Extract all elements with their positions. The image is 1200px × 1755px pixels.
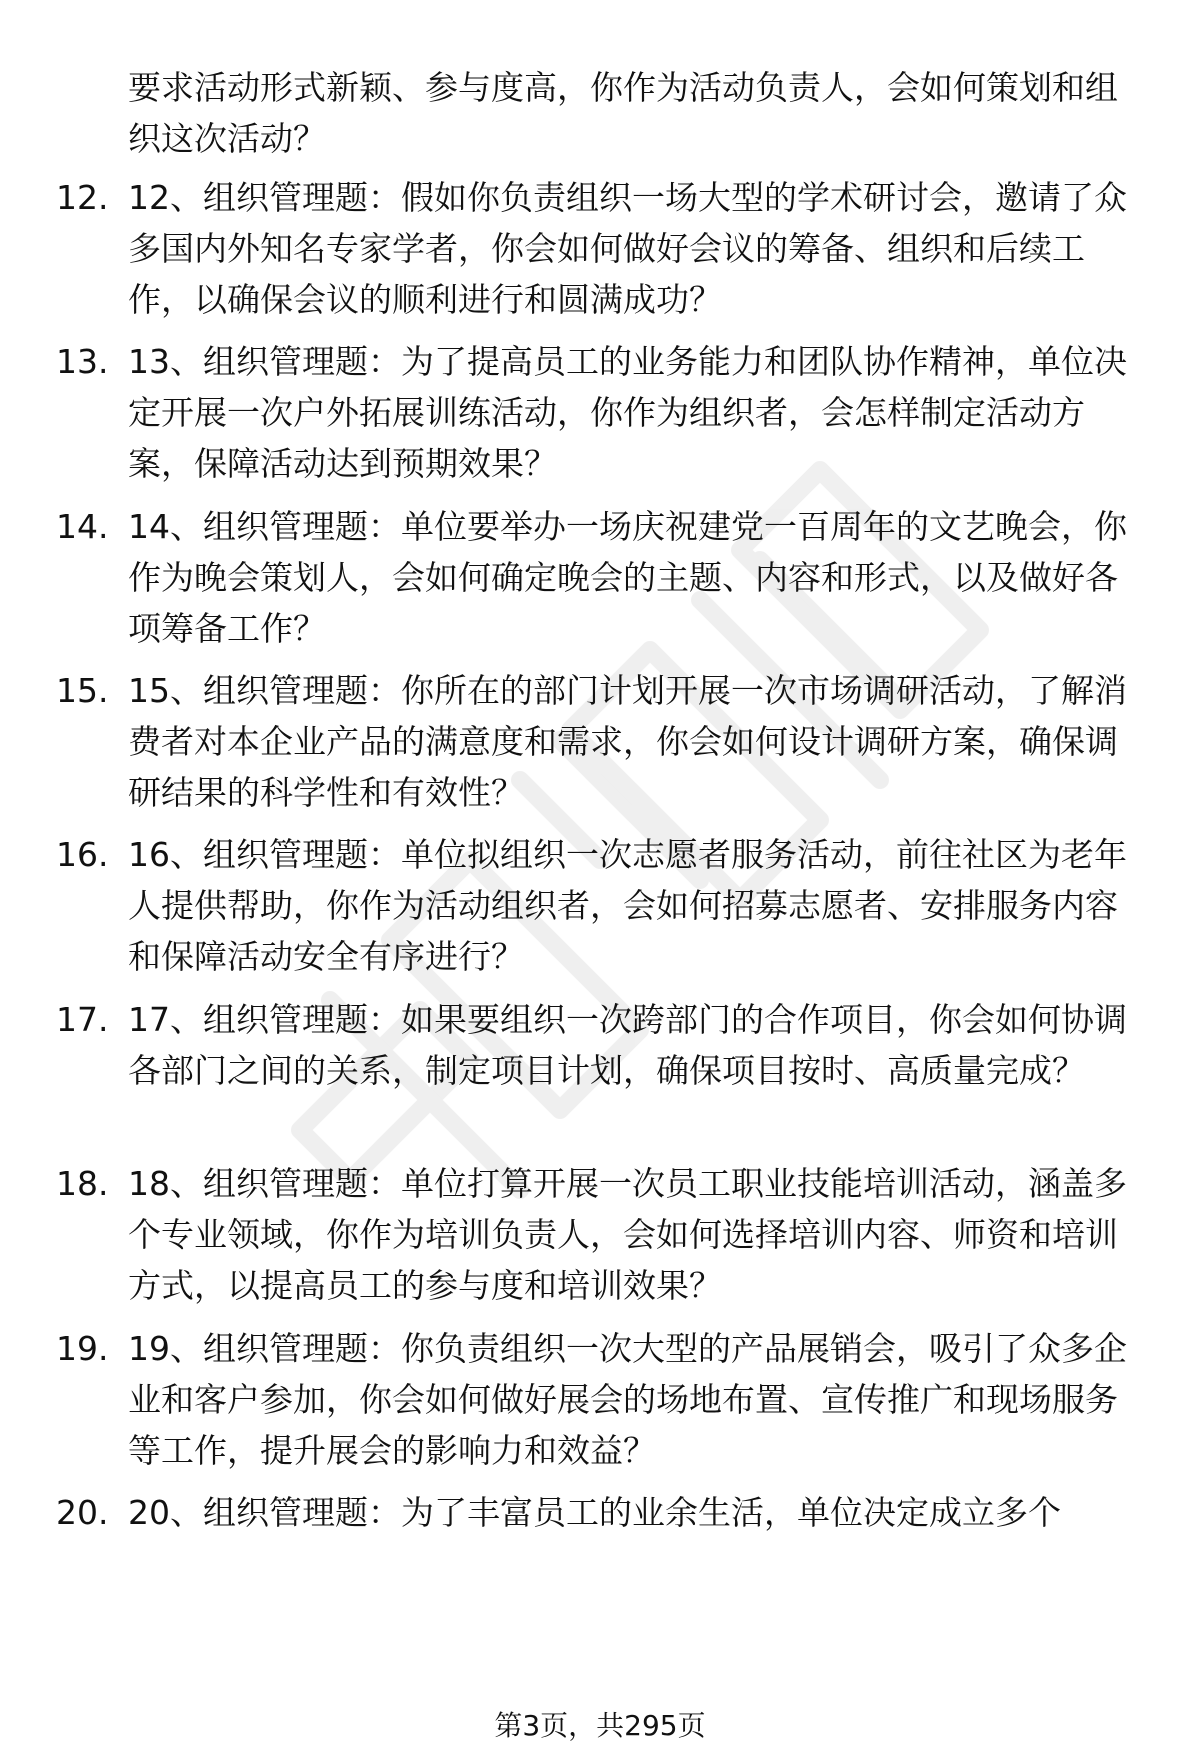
item-number: 16.	[56, 835, 109, 874]
item-number: 15.	[56, 671, 109, 710]
item-text: 19、组织管理题：你负责组织一次大型的产品展销会，吸引了众多企业和客户参加，你会如何做好展会的场地布置、宣传推广和现场服务等工作，提升展会的影响力和效益？	[128, 1329, 1127, 1470]
item-text: 15、组织管理题：你所在的部门计划开展一次市场调研活动，了解消费者对本企业产品的满意度和需求，你会如何设计调研方案，确保调研结果的科学性和有效性？	[128, 671, 1127, 812]
item-number: 20.	[56, 1493, 109, 1532]
intro-paragraph: 要求活动形式新颖、参与度高，你作为活动负责人，会如何策划和组织这次活动？	[128, 68, 1118, 158]
item-number: 12.	[56, 178, 109, 217]
page-number-label: 第3页，共295页	[494, 1709, 706, 1742]
item-number: 18.	[56, 1164, 109, 1203]
item-text: 17、组织管理题：如果要组织一次跨部门的合作项目，你会如何协调各部门之间的关系，制定项目计划，确保项目按时、高质量完成？	[128, 1000, 1127, 1090]
item-number: 19.	[56, 1329, 109, 1368]
item-text: 13、组织管理题：为了提高员工的业务能力和团队协作精神，单位决定开展一次户外拓展训练活动，你作为组织者，会怎样制定活动方案，保障活动达到预期效果？	[128, 342, 1127, 483]
item-text: 14、组织管理题：单位要举办一场庆祝建党一百周年的文艺晚会，你作为晚会策划人，会如何确定晚会的主题、内容和形式，以及做好各项筹备工作？	[128, 507, 1127, 648]
item-text: 18、组织管理题：单位打算开展一次员工职业技能培训活动，涵盖多个专业领域，你作为培训负责人，会如何选择培训内容、师资和培训方式，以提高员工的参与度和培训效果？	[128, 1164, 1127, 1305]
item-number: 17.	[56, 1000, 109, 1039]
item-number: 13.	[56, 342, 109, 381]
item-text: 16、组织管理题：单位拟组织一次志愿者服务活动，前往社区为老年人提供帮助，你作为活动组织者，会如何招募志愿者、安排服务内容和保障活动安全有序进行？	[128, 835, 1127, 976]
item-number: 14.	[56, 507, 109, 546]
item-text: 12、组织管理题：假如你负责组织一场大型的学术研讨会，邀请了众多国内外知名专家学者，你会如何做好会议的筹备、组织和后续工作，以确保会议的顺利进行和圆满成功？	[128, 178, 1127, 319]
item-text: 20、组织管理题：为了丰富员工的业余生活，单位决定成立多个	[128, 1493, 1061, 1532]
page-footer	[0, 1706, 1200, 1746]
